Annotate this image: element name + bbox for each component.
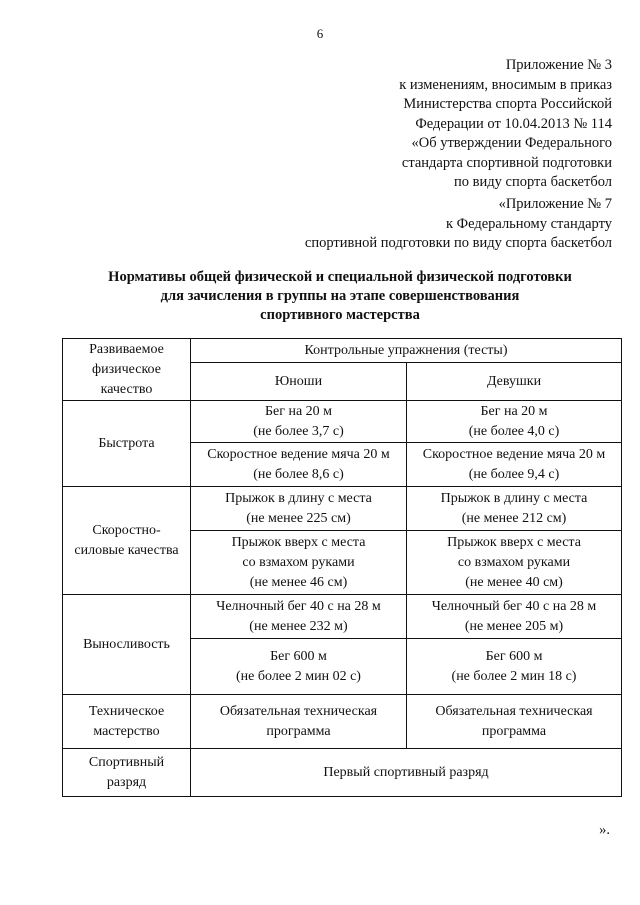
quality-cell (63, 749, 191, 797)
girls-test-cell (407, 531, 622, 595)
appendix-line: спортивной подготовки по виду спорта баскетбол (304, 235, 612, 251)
appendix-line: к Федеральному стандарту (445, 215, 612, 232)
quality-line: Быстрота (98, 435, 155, 451)
closing-mark: ». (599, 822, 610, 838)
test-line: Бег 600 м (485, 648, 543, 664)
quality-line: Выносливость (83, 636, 170, 652)
test-line: Челночный бег 40 с на 28 м (216, 598, 381, 614)
quality-cell (63, 595, 191, 695)
test-line: Прыжок вверх с места (231, 534, 366, 550)
boys-test-cell (191, 401, 407, 443)
test-line: Прыжок в длину с места (440, 490, 588, 506)
boys-header-cell: Юноши (191, 363, 407, 401)
appendix-line: Федерации от 10.04.2013 № 114 (415, 115, 612, 132)
table-row (63, 695, 622, 749)
quality-header-cell (63, 339, 191, 401)
girls-test-cell (407, 487, 622, 531)
test-line: (не более 9,4 с) (468, 466, 560, 482)
norms-table (62, 338, 622, 797)
table-header-row (63, 339, 622, 363)
appendix-line: к изменениям, вносимым в приказ (399, 76, 612, 93)
title-line: Нормативы общей физической и специальной физической подготовки (108, 269, 572, 285)
test-line: Прыжок вверх с места (447, 534, 581, 550)
test-line: Скоростное ведение мяча 20 м (207, 446, 390, 462)
document-title (60, 268, 620, 325)
title-line: для зачисления в группы на этапе совершенствования (160, 288, 520, 304)
quality-line: Техническое (88, 703, 165, 719)
test-line: (не более 2 мин 18 с) (451, 668, 577, 684)
quality-header-line: качество (100, 381, 153, 397)
girls-test-cell (407, 639, 622, 695)
quality-line: мастерство (93, 723, 160, 739)
appendix-line: Приложение № 3 (505, 57, 612, 73)
appendix-line: «Приложение № 7 (498, 196, 612, 212)
quality-cell (63, 695, 191, 749)
test-line: (не менее 205 м) (464, 618, 564, 634)
girls-header-cell: Девушки (407, 363, 622, 401)
appendix-line: «Об утверждении Федерального (411, 135, 612, 151)
boys-test-cell (191, 639, 407, 695)
girls-test-cell (407, 695, 622, 749)
test-line: (не менее 225 см) (246, 510, 351, 526)
quality-header-line: физическое (92, 361, 161, 377)
test-line: Бег на 20 м (480, 403, 548, 419)
table-row (63, 401, 622, 443)
test-line: (не менее 232 м) (249, 618, 348, 634)
boys-test-cell (191, 695, 407, 749)
quality-line: силовые качества (74, 542, 179, 558)
test-line: Прыжок в длину с места (225, 490, 372, 506)
table-row (63, 749, 622, 797)
test-line: Бег 600 м (270, 648, 327, 664)
test-line: со взмахом руками (242, 554, 355, 570)
test-line: Скоростное ведение мяча 20 м (422, 446, 606, 462)
girls-test-cell (407, 401, 622, 443)
test-line: (не менее 40 см) (465, 574, 563, 590)
test-line: (не менее 212 см) (461, 510, 567, 526)
test-line: (не более 8,6 с) (253, 466, 344, 482)
quality-line: Скоростно- (92, 522, 161, 538)
test-line: (не более 4,0 с) (468, 423, 560, 439)
rank-cell: Первый спортивный разряд (191, 749, 622, 797)
boys-test-cell (191, 595, 407, 639)
test-line: со взмахом руками (457, 554, 571, 570)
test-line: (не более 3,7 с) (253, 423, 344, 439)
quality-cell (63, 487, 191, 595)
test-line: (не более 2 мин 02 с) (236, 668, 361, 684)
quality-line: Спортивный (88, 754, 165, 770)
appendix-line: по виду спорта баскетбол (454, 174, 612, 190)
quality-line: разряд (106, 774, 147, 790)
appendix-7-header (305, 195, 612, 254)
quality-cell (63, 401, 191, 487)
title-line: спортивного мастерства (260, 307, 420, 323)
test-line: (не менее 46 см) (249, 574, 348, 590)
boys-test-cell (191, 487, 407, 531)
test-line: программа (481, 723, 547, 739)
girls-test-cell (407, 595, 622, 639)
table-row (63, 595, 622, 639)
test-line: Бег на 20 м (264, 403, 333, 419)
tests-header-cell: Контрольные упражнения (тесты) (191, 339, 622, 363)
test-line: Челночный бег 40 с на 28 м (431, 598, 597, 614)
boys-test-cell (191, 443, 407, 487)
test-line: программа (266, 723, 331, 739)
girls-test-cell (407, 443, 622, 487)
boys-test-cell (191, 531, 407, 595)
page-number: 6 (316, 26, 324, 41)
table-row (63, 487, 622, 531)
appendix-3-header (399, 56, 612, 193)
appendix-line: стандарта спортивной подготовки (401, 154, 612, 171)
test-line: Обязательная техническая (219, 703, 378, 719)
appendix-line: Министерства спорта Российской (403, 96, 612, 112)
quality-header-line: Развиваемое (89, 341, 164, 357)
test-line: Обязательная техническая (435, 703, 593, 719)
